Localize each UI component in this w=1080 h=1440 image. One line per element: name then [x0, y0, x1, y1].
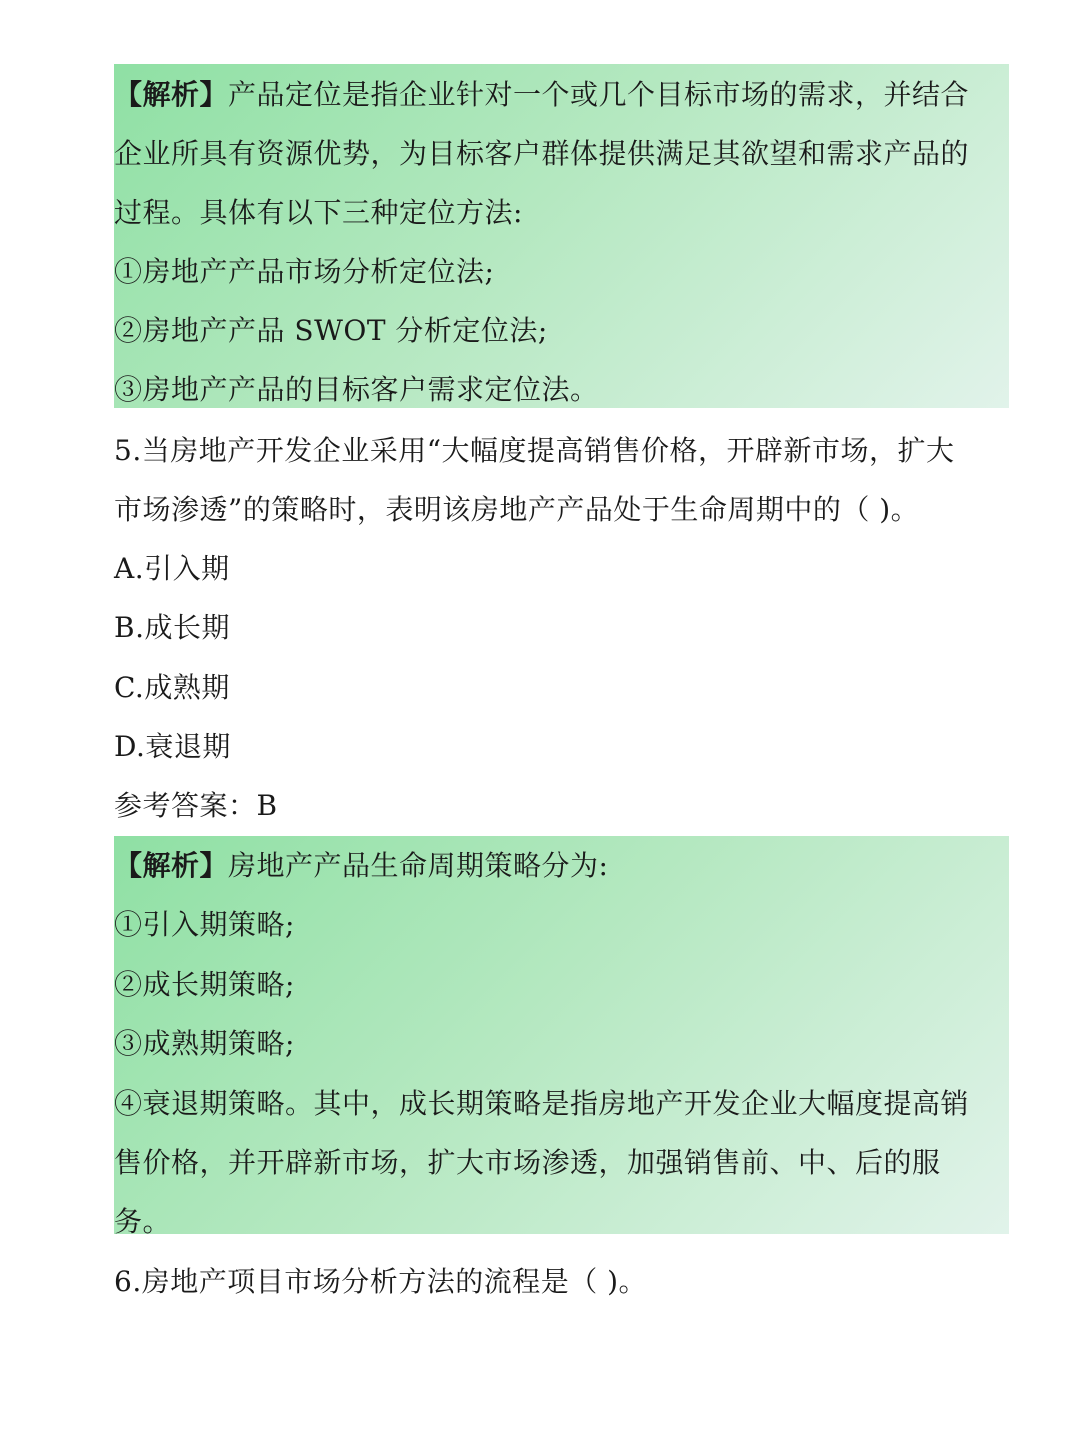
analysis-1-method-2: ②房地产产品 SWOT 分析定位法;	[114, 314, 548, 347]
option-b: B.成长期	[114, 611, 230, 644]
analysis-2-line-6: 售价格，并开辟新市场，扩大市场渗透，加强销售前、中、后的服	[114, 1146, 941, 1179]
option-a: A.引入期	[114, 552, 230, 585]
analysis-2-strategy-4: ④衰退期策略。其中，成长期策略是指房地产开发企业大幅度提高销	[114, 1087, 970, 1120]
analysis-1-method-3: ③房地产产品的目标客户需求定位法。	[114, 373, 599, 406]
question-5-line-2: 市场渗透”的策略时，表明该房地产产品处于生命周期中的（ )。	[114, 493, 920, 526]
analysis-1-line-2: 企业所具有资源优势，为目标客户群体提供满足其欲望和需求产品的	[114, 137, 970, 170]
analysis-2-line-7: 务。	[114, 1205, 172, 1238]
option-c: C.成熟期	[114, 671, 230, 704]
question-6: 6.房地产项目市场分析方法的流程是（ )。	[114, 1265, 648, 1298]
analysis-1-line-3: 过程。具体有以下三种定位方法:	[114, 196, 523, 229]
analysis-text: 产品定位是指企业针对一个或几个目标市场的需求，并结合	[228, 78, 970, 111]
analysis-2-strategy-3: ③成熟期策略;	[114, 1027, 295, 1060]
analysis-1-line-1	[114, 75, 969, 115]
reference-answer: 参考答案：B	[114, 789, 278, 822]
analysis-tag: 【解析】	[114, 78, 229, 111]
analysis-1-method-1: ①房地产产品市场分析定位法;	[114, 255, 495, 288]
analysis-2-strategy-1: ①引入期策略;	[114, 908, 295, 941]
analysis-2-strategy-2: ②成长期策略;	[114, 968, 295, 1001]
analysis-highlight-box	[114, 64, 1009, 408]
option-d: D.衰退期	[114, 730, 231, 763]
analysis-2-line-1	[114, 846, 608, 886]
question-5-line-1: 5.当房地产开发企业采用“大幅度提高销售价格，开辟新市场，扩大	[114, 434, 955, 467]
analysis-text: 房地产产品生命周期策略分为:	[228, 849, 609, 882]
analysis-tag: 【解析】	[114, 849, 229, 882]
